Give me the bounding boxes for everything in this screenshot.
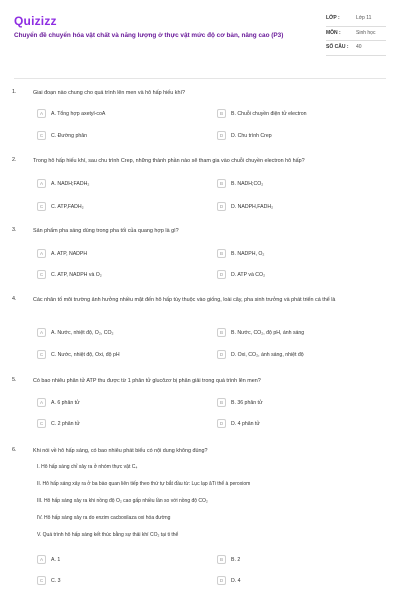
meta-row-class [326, 12, 386, 27]
option-a[interactable] [37, 328, 114, 337]
option-letter: D [217, 270, 226, 279]
option-letter: B [217, 555, 226, 564]
option-c[interactable] [37, 131, 87, 140]
option-letter: B [217, 249, 226, 258]
option-b[interactable] [217, 398, 262, 407]
meta-label: LỚP : [326, 15, 340, 21]
option-letter: B [217, 398, 226, 407]
option-letter: A [37, 555, 46, 564]
option-letter: B [217, 179, 226, 188]
option-b[interactable] [217, 179, 263, 188]
option-c[interactable] [37, 350, 120, 359]
meta-row-count [326, 41, 386, 56]
option-letter: B [217, 109, 226, 118]
option-text: B. Chuỗi chuyền điện tử electron [231, 110, 307, 117]
option-a[interactable] [37, 109, 105, 118]
option-text: D. 4 [231, 577, 241, 584]
statement-4: IV. Hô hấp sáng xảy ra do enzim cacboxilaza oxi hóa đường [37, 515, 171, 521]
option-text: B. 2 [231, 556, 241, 563]
option-letter: D [217, 131, 226, 140]
page-title: Chuyển đề chuyển hóa vật chất và năng lượng ở thực vật mức độ cơ bản, nâng cao (P3) [14, 32, 284, 39]
option-text: A. NADH;FADH₂ [51, 180, 90, 187]
question-number: 1. [12, 89, 17, 95]
option-letter: C [37, 576, 46, 585]
option-c[interactable] [37, 270, 102, 279]
question-text: Trong hô hấp hiếu khí, sau chu trình Crep, những thành phần nào sẽ tham gia vào chuỗi chuyền electron hô hấp? [33, 158, 305, 164]
option-letter: C [37, 131, 46, 140]
question-number: 6. [12, 447, 17, 453]
option-c[interactable] [37, 576, 61, 585]
option-letter: A [37, 328, 46, 337]
statement-2: II. Hô hấp sáng xảy ra ở ba bào quan liên tiếp theo thứ tự bắt đầu từ: Lục lạp âTi thể à peroxiom [37, 481, 251, 487]
question-text: Các nhân tố môi trường ảnh hưởng nhiều mặt đến hô hấp tùy thuộc vào giống, loài cây, pha sinh trưởng và phát triển cá thể là [33, 297, 336, 303]
option-letter: B [217, 328, 226, 337]
option-a[interactable] [37, 398, 80, 407]
meta-value: 40 [356, 44, 362, 50]
option-text: D. NADPH,FADH₂ [231, 203, 274, 210]
option-letter: C [37, 419, 46, 428]
question-number: 3. [12, 227, 17, 233]
option-text: D. ATP và CO₂ [231, 271, 266, 278]
question-text: Có bao nhiêu phân tử ATP thu được từ 1 phân tử glucôzơ bị phân giải trong quá trình lên men? [33, 378, 261, 384]
option-letter: D [217, 576, 226, 585]
meta-value: Lớp 11 [356, 15, 372, 21]
option-letter: A [37, 249, 46, 258]
option-b[interactable] [217, 555, 240, 564]
option-text: A. 6 phân tử [51, 399, 80, 406]
option-letter: D [217, 350, 226, 359]
option-a[interactable] [37, 555, 60, 564]
option-c[interactable] [37, 419, 80, 428]
option-letter: C [37, 270, 46, 279]
option-text: B. Nước, CO₂, độ pH, ánh sáng [231, 329, 305, 336]
option-text: C. Nước, nhiệt độ, Oxi, độ pH [51, 351, 120, 358]
option-c[interactable] [37, 202, 84, 211]
option-text: D. Chu trình Crep [231, 132, 272, 139]
option-d[interactable] [217, 419, 260, 428]
question-text: Giai đoạn nào chung cho quá trình lên men và hô hấp hiếu khí? [33, 90, 185, 96]
option-a[interactable] [37, 179, 89, 188]
option-letter: A [37, 109, 46, 118]
option-letter: C [37, 202, 46, 211]
option-text: B. 36 phân tử [231, 399, 263, 406]
option-letter: D [217, 419, 226, 428]
option-d[interactable] [217, 270, 265, 279]
option-b[interactable] [217, 328, 304, 337]
option-text: C. 2 phân tử [51, 420, 80, 427]
option-d[interactable] [217, 202, 273, 211]
question-text: Khi nói về hô hấp sáng, có bao nhiêu phát biểu có nội dung không đúng? [33, 448, 208, 454]
meta-panel [326, 12, 386, 56]
option-text: B. NADPH, O₂ [231, 250, 265, 257]
option-text: A. 1 [51, 556, 61, 563]
divider [14, 78, 386, 79]
option-a[interactable] [37, 249, 87, 258]
meta-label: SỐ CÂU : [326, 44, 349, 50]
meta-value: Sinh học [356, 29, 376, 36]
option-text: A. Tổng hợp axetyl-coA [51, 110, 106, 117]
option-b[interactable] [217, 109, 307, 118]
quizizz-logo: Quizizz [14, 14, 57, 28]
option-letter: A [37, 398, 46, 407]
option-d[interactable] [217, 131, 272, 140]
option-text: C. Đường phân [51, 132, 88, 139]
option-text: C. ATP, NADPH và O₂ [51, 271, 102, 278]
option-text: D. Oxi, CO₂, ánh sáng, nhiệt độ [231, 351, 304, 358]
option-d[interactable] [217, 576, 241, 585]
question-number: 5. [12, 377, 17, 383]
option-letter: D [217, 202, 226, 211]
option-text: A. Nước, nhiệt độ, O₂, CO₂ [51, 329, 114, 336]
statement-1: I. Hô hấp sáng chỉ xảy ra ở nhóm thực vật C₄ [37, 464, 138, 470]
option-text: B. NADH;CO₂ [231, 180, 264, 187]
meta-row-subject [326, 27, 386, 42]
option-d[interactable] [217, 350, 304, 359]
statement-3: III. Hô hấp sáng xảy ra khi nồng độ O₂ cao gấp nhiều lần so với nồng độ CO₂ [37, 498, 208, 504]
option-letter: A [37, 179, 46, 188]
option-text: A. ATP, NADPH [51, 250, 88, 257]
option-text: D. 4 phân tử [231, 420, 260, 427]
question-number: 4. [12, 296, 17, 302]
question-text: Sản phẩm pha sáng dùng trong pha tối của quang hợp là gì? [33, 228, 179, 234]
meta-label: MÔN : [326, 29, 341, 36]
option-text: C. ATP,FADH₂ [51, 203, 84, 210]
statement-5: V. Quá trình hô hấp sáng kết thúc bằng sự thải khí CO₂ tại ti thể [37, 532, 179, 538]
option-b[interactable] [217, 249, 264, 258]
question-number: 2. [12, 157, 17, 163]
option-letter: C [37, 350, 46, 359]
option-text: C. 3 [51, 577, 61, 584]
